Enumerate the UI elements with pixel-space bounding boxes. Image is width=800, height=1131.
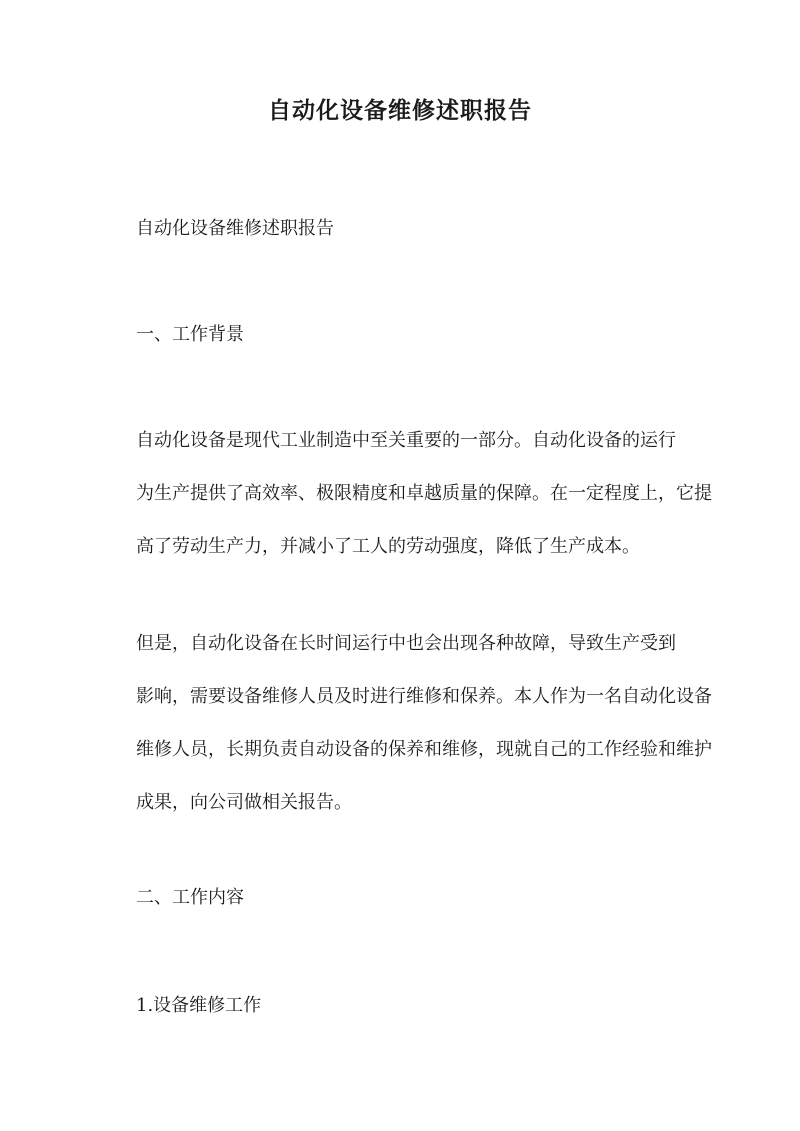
section-heading-background: 一、工作背景 (136, 324, 244, 345)
paragraph-line: 影响，需要设备维修人员及时进行维修和保养。本人作为一名自动化设备 (136, 686, 712, 707)
paragraph-line: 维修人员，长期负责自动设备的保养和维修，现就自己的工作经验和维护 (136, 739, 712, 760)
paragraph-maintenance-need (136, 617, 712, 829)
paragraph-line: 但是，自动化设备在长时间运行中也会出现各种故障，导致生产受到 (136, 633, 676, 654)
paragraph-line: 为生产提供了高效率、极限精度和卓越质量的保障。在一定程度上，它提 (136, 483, 712, 504)
paragraph-line: 高了劳动生产力，并减小了工人的劳动强度，降低了生产成本。 (136, 536, 640, 557)
paragraph-line: 成果，向公司做相关报告。 (136, 792, 352, 813)
section-heading-work-content: 二、工作内容 (136, 887, 244, 908)
paragraph-background (136, 414, 712, 573)
paragraph-line: 自动化设备是现代工业制造中至关重要的一部分。自动化设备的运行 (136, 430, 676, 451)
subsection-heading-repair-work: 1.设备维修工作 (136, 995, 262, 1016)
document-subtitle: 自动化设备维修述职报告 (136, 218, 334, 239)
document-title: 自动化设备维修述职报告 (268, 97, 532, 124)
